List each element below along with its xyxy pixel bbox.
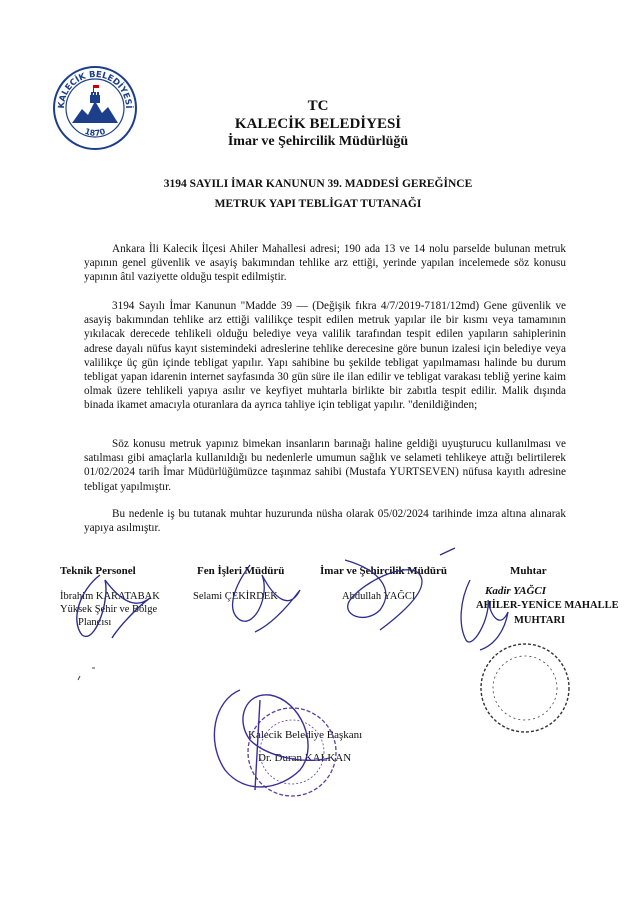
document-title-line-2: METRUK YAPI TEBLİGAT TUTANAĞI	[214, 198, 422, 210]
signer-1-name: İbrahim KARATABAK	[60, 591, 160, 602]
mayor-title: Kalecik Belediye Başkanı	[248, 729, 363, 741]
signature-3-scribble	[345, 548, 455, 630]
signer-2-title: Fen İşleri Müdürü	[197, 565, 285, 577]
muhtar-stamp-line-1: AHİLER-YENİCE MAHALLE	[476, 600, 619, 611]
signer-1-position-line-2: Plancısı	[78, 617, 112, 628]
signer-3-title: İmar ve Şehircilik Müdürü	[320, 565, 448, 577]
header-line-2: KALECİK BELEDİYESİ	[234, 116, 402, 132]
muhtar-stamp-name: Kadir YAĞCI	[485, 585, 547, 597]
signer-1-position-line-1: Yüksek Şehir ve Bölge	[60, 604, 158, 615]
signer-1-title: Teknik Personel	[60, 565, 136, 577]
document-title-line-1: 3194 SAYILI İMAR KANUNUN 39. MADDESİ GEREĞİNCE	[163, 178, 473, 190]
header-line-3: İmar ve Şehircilik Müdürlüğü	[227, 134, 409, 149]
signer-3-name: Abdullah YAĞCI	[342, 591, 416, 602]
seal-text-top: KALECİK BELEDİYESİ	[56, 69, 134, 109]
muhtar-round-stamp	[481, 644, 569, 732]
mayor-name: Dr. Duran KALKAN	[258, 752, 352, 764]
body-paragraph-1: Ankara İli Kalecik İlçesi Ahiler Mahallesi adresi; 190 ada 13 ve 14 nolu parselde bulunan metruk yapının genel güvenlik ve asayiş bakımından tehlike arz ettiği, yerinde yapılan incelemede söz konusu yapının âtıl vaziyette olduğu tespit edilmiştir.	[84, 243, 566, 284]
body-paragraph-3: Söz konusu metruk yapınız bimekan insanların barınağı haline geldiği uyuşturucu kullanılması ve satılması gibi amaçlarla kullanıldığı bu nedenlerle umumun sağlık ve selameti tehlikeye attığı belirtilerek 01/02/2024 tarih İmar Müdürlüğümüzce taşınmaz sahibi (Mustafa YURTSEVEN) nüfusa kayıtlı adresine tebligat yapılmıştır.	[84, 438, 566, 493]
muhtar-stamp-line-2: MUHTARI	[514, 615, 566, 626]
signer-4-title: Muhtar	[510, 565, 547, 577]
body-paragraph-4: Bu nedenle iş bu tutanak muhtar huzurunda nüsha olarak 05/02/2024 tarihinde imza altına alınarak yapıya asılmıştır.	[84, 508, 566, 535]
signer-2-name: Selami ÇEKİRDEK	[193, 591, 278, 602]
seal-year: 1870	[83, 126, 107, 138]
body-paragraph-2: 3194 Sayılı İmar Kanunun "Madde 39 — (Değişik fıkra 4/7/2019-7181/12md) Gene güvenlik ve asayiş bakımından tehlike arz ettiği valilikçe tespit edilen metruk yapılar ile bir kısmı veya tamamının yıkılacak derecede tehlikeli olduğu belediye veya valilik tarafından tespit edilen yapıların sahiplerinin adrese dayalı nüfus kayıt sistemindeki adreslerine tehlike derecesine göre bunun izalesi için belediye veya valilikçe üç gün içinde tebligat yapılır. Yapı sahibine bu şekilde tebligat yapılmaması halinde bu durum tebligat yapan idarenin internet sayfasında 30 gün süre ile ilan edilir ve tebligat varakası tebliğ yerine kaim olmak üzere tehlikeli yapıya asılır ve keyfiyet muhtarla birlikte bir zabıtla tespit edilir. Malik dışında binada ikamet amacıyla oturanlara da ayrıca tahliye için tebligat yapılır. "denildiğinden;	[84, 300, 566, 412]
header-line-1: TC	[307, 98, 329, 114]
